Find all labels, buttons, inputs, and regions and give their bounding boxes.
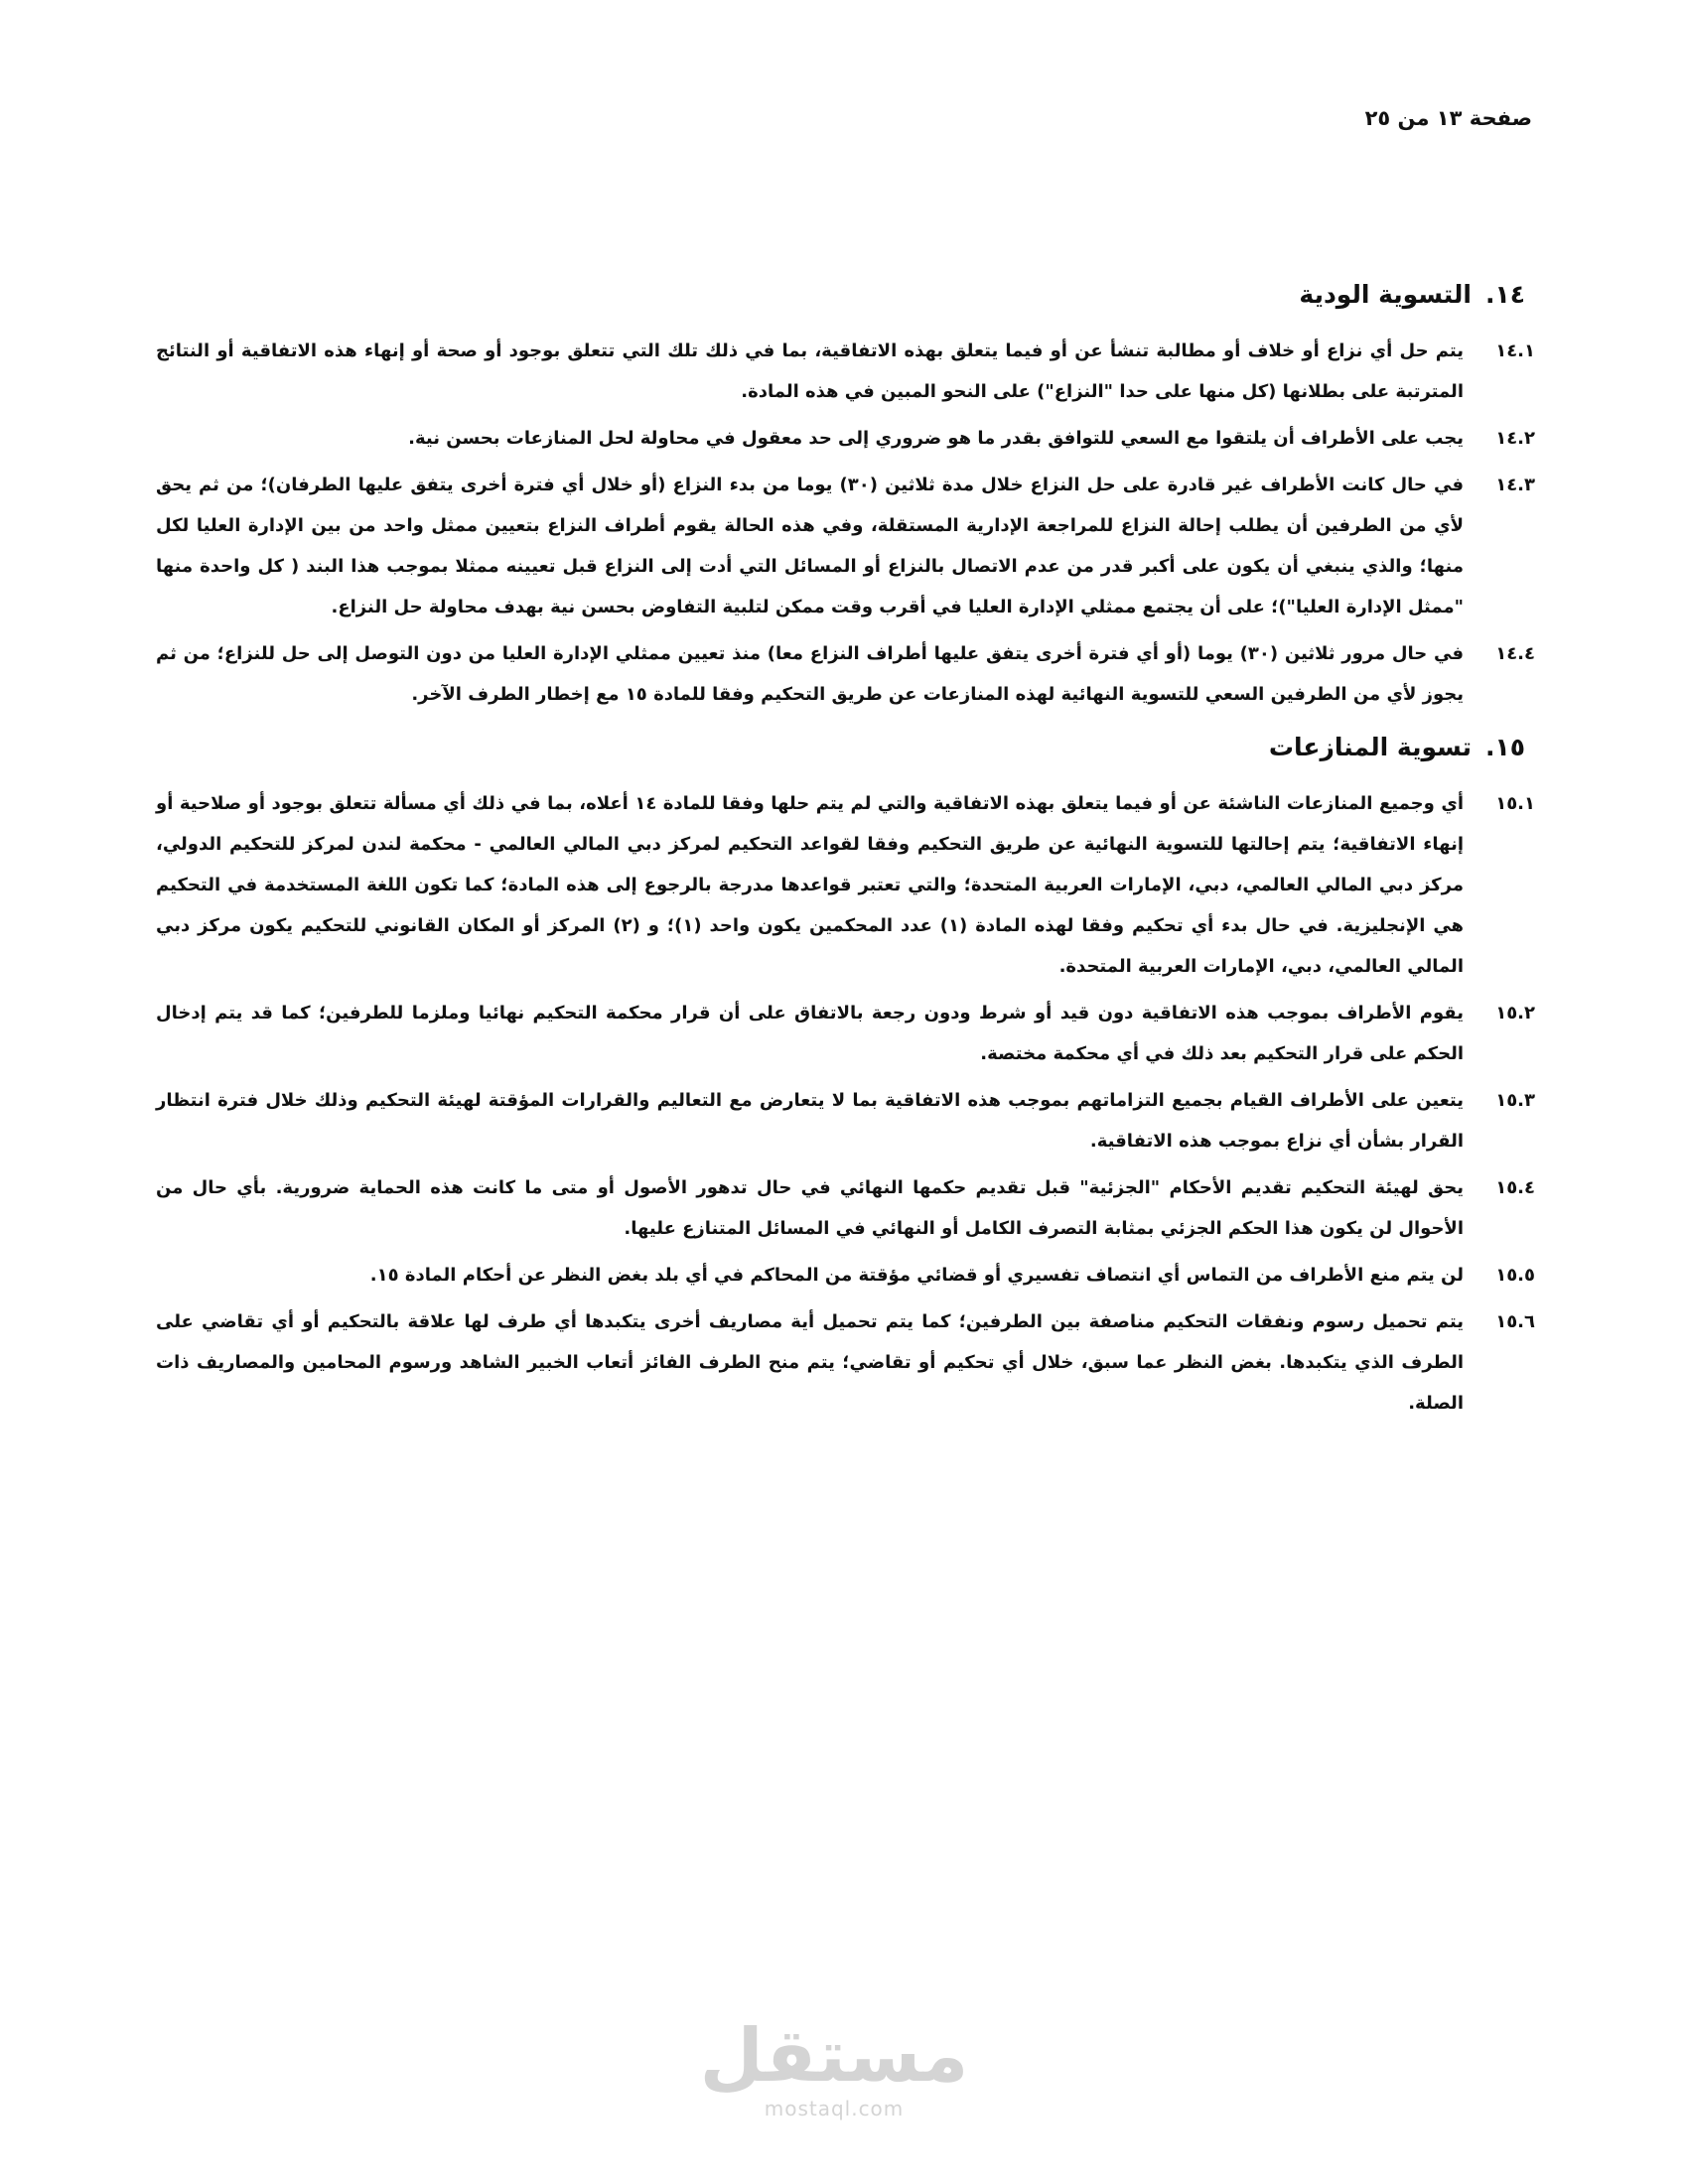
clause-text: يتعين على الأطراف القيام بجميع التزاماتهم بموجب هذه الاتفاقية بما لا يتعارض مع التعاليم والقرارات المؤقتة لهيئة التحكيم وذلك خلال فترة انتظار القرار بشأن أي نزاع بموجب هذه الاتفاقية. xyxy=(156,1090,1464,1152)
clause xyxy=(156,1167,1535,1249)
clause xyxy=(156,783,1535,987)
section-title: تسوية المنازعات xyxy=(1268,733,1472,761)
clause-number: ١٤.٣ xyxy=(1495,475,1535,495)
clause-number: ١٤.٢ xyxy=(1495,428,1535,449)
clause xyxy=(156,465,1535,627)
clause-number: ١٥.٤ xyxy=(1495,1177,1535,1198)
clause xyxy=(156,1255,1535,1296)
clause-number: ١٤.١ xyxy=(1495,341,1535,361)
clause-number: ١٥.٥ xyxy=(1495,1265,1535,1286)
clause-text: يتم تحميل رسوم ونفقات التحكيم مناصفة بين الطرفين؛ كما يتم تحميل أية مصاريف أخرى يتكبدها أي طرف لها علاقة بالتحكيم أو أي تقاضي على الطرف الذي يتكبدها. بغض النظر عما سبق، خلال أي تحكيم أو تقاضي؛ يتم منح الطرف الفائز أتعاب الخبير الشاهد ورسوم المحامين والمصاريف ذات الصلة. xyxy=(156,1311,1464,1414)
clause-text: يحق لهيئة التحكيم تقديم الأحكام "الجزئية" قبل تقديم حكمها النهائي في حال تدهور الأصول أو متى ما كانت هذه الحماية ضرورية. بأي حال من الأحوال لن يكون هذا الحكم الجزئي بمثابة التصرف الكامل أو النهائي في المسائل المتنازع عليها. xyxy=(156,1177,1464,1239)
clause-number: ١٥.٣ xyxy=(1495,1090,1535,1111)
clause xyxy=(156,1080,1535,1161)
clause-number: ١٥.٦ xyxy=(1495,1311,1535,1332)
clause-number: ١٤.٤ xyxy=(1495,643,1535,664)
section-amicable-settlement xyxy=(156,280,1535,715)
watermark-url: mostaql.com xyxy=(764,2097,905,2120)
clause-number: ١٥.٢ xyxy=(1495,1003,1535,1024)
clause-text: يتم حل أي نزاع أو خلاف أو مطالبة تنشأ عن أو فيما يتعلق بهذه الاتفاقية، بما في ذلك تلك التي تتعلق بوجود أو صحة أو إنهاء هذه الاتفاقية أو النتائج المترتبة على بطلانها (كل منها على حدا "النزاع") على النحو المبين في هذه المادة. xyxy=(156,341,1464,402)
document-body xyxy=(156,280,1535,1441)
section-title: التسوية الودية xyxy=(1299,280,1472,309)
clause-text: يجب على الأطراف أن يلتقوا مع السعي للتوافق بقدر ما هو ضروري إلى حد معقول في محاولة لحل المنازعات بحسن نية. xyxy=(408,428,1464,449)
section-heading xyxy=(156,733,1525,761)
section-heading xyxy=(156,280,1525,309)
clause xyxy=(156,633,1535,715)
clause xyxy=(156,418,1535,459)
clause-text: في حال مرور ثلاثين (٣٠) يوما (أو أي فترة أخرى يتفق عليها أطراف النزاع معا) منذ تعيين ممثلي الإدارة العليا من دون التوصل إلى حل للنزاع؛ من ثم يجوز لأي من الطرفين السعي للتسوية النهائية لهذه المنازعات عن طريق التحكيم وفقا للمادة ١٥ مع إخطار الطرف الآخر. xyxy=(156,643,1464,705)
clause-text: أي وجميع المنازعات الناشئة عن أو فيما يتعلق بهذه الاتفاقية والتي لم يتم حلها وفقا للمادة ١٤ أعلاه، بما في ذلك أي مسألة تتعلق بوجود أو صلاحية أو إنهاء الاتفاقية؛ يتم إحالتها للتسوية النهائية عن طريق التحكيم وفقا لقواعد التحكيم لمركز دبي المالي العالمي - محكمة لندن لمركز للتحكيم الدولي، مركز دبي المالي العالمي، دبي، الإمارات العربية المتحدة؛ والتي تعتبر قواعدها مدرجة بالرجوع إلى هذه المادة؛ كما تكون اللغة المستخدمة في التحكيم هي الإنجليزية. في حال بدء أي تحكيم وفقا لهذه المادة (١) عدد المحكمين يكون واحد (١)؛ و (٢) المركز أو المكان القانوني للتحكيم يكون مركز دبي المالي العالمي، دبي، الإمارات العربية المتحدة. xyxy=(156,793,1465,977)
watermark-logo: مستقل xyxy=(699,2013,969,2099)
clause-text: يقوم الأطراف بموجب هذه الاتفاقية دون قيد أو شرط ودون رجعة بالاتفاق على أن قرار محكمة التحكيم نهائيا وملزما للطرفين؛ كما قد يتم إدخال الحكم على قرار التحكيم بعد ذلك في أي محكمة مختصة. xyxy=(156,1003,1464,1064)
section-number: ١٤. xyxy=(1484,280,1525,309)
clause xyxy=(156,1301,1535,1424)
section-dispute-resolution xyxy=(156,733,1535,1424)
page-number: صفحة ١٣ من ٢٥ xyxy=(1364,106,1532,130)
section-number: ١٥. xyxy=(1484,733,1525,761)
clause-number: ١٥.١ xyxy=(1495,793,1535,814)
mostaql-watermark xyxy=(685,2015,983,2120)
clause xyxy=(156,331,1535,412)
clause xyxy=(156,993,1535,1074)
clause-text: في حال كانت الأطراف غير قادرة على حل النزاع خلال مدة ثلاثين (٣٠) يوما من بدء النزاع (أو خلال أي فترة أخرى يتفق عليها الطرفان)؛ من ثم يحق لأي من الطرفين أن يطلب إحالة النزاع للمراجعة الإدارية المستقلة، وفي هذه الحالة يقوم أطراف النزاع بتعيين ممثل واحد من بين الإدارة العليا لكل منها؛ والذي ينبغي أن يكون على أكبر قدر من عدم الاتصال بالنزاع أو المسائل التي أدت إلى النزاع قبل تعيينه ممثلا بموجب هذا البند ( كل واحدة منها "ممثل الإدارة العليا")؛ على أن يجتمع ممثلي الإدارة العليا في أقرب وقت ممكن لتلبية التفاوض بحسن نية بهدف محاولة حل النزاع. xyxy=(156,475,1465,617)
clause-text: لن يتم منع الأطراف من التماس أي انتصاف تفسيري أو قضائي مؤقتة من المحاكم في أي بلد بغض النظر عن أحكام المادة ١٥. xyxy=(369,1265,1464,1286)
